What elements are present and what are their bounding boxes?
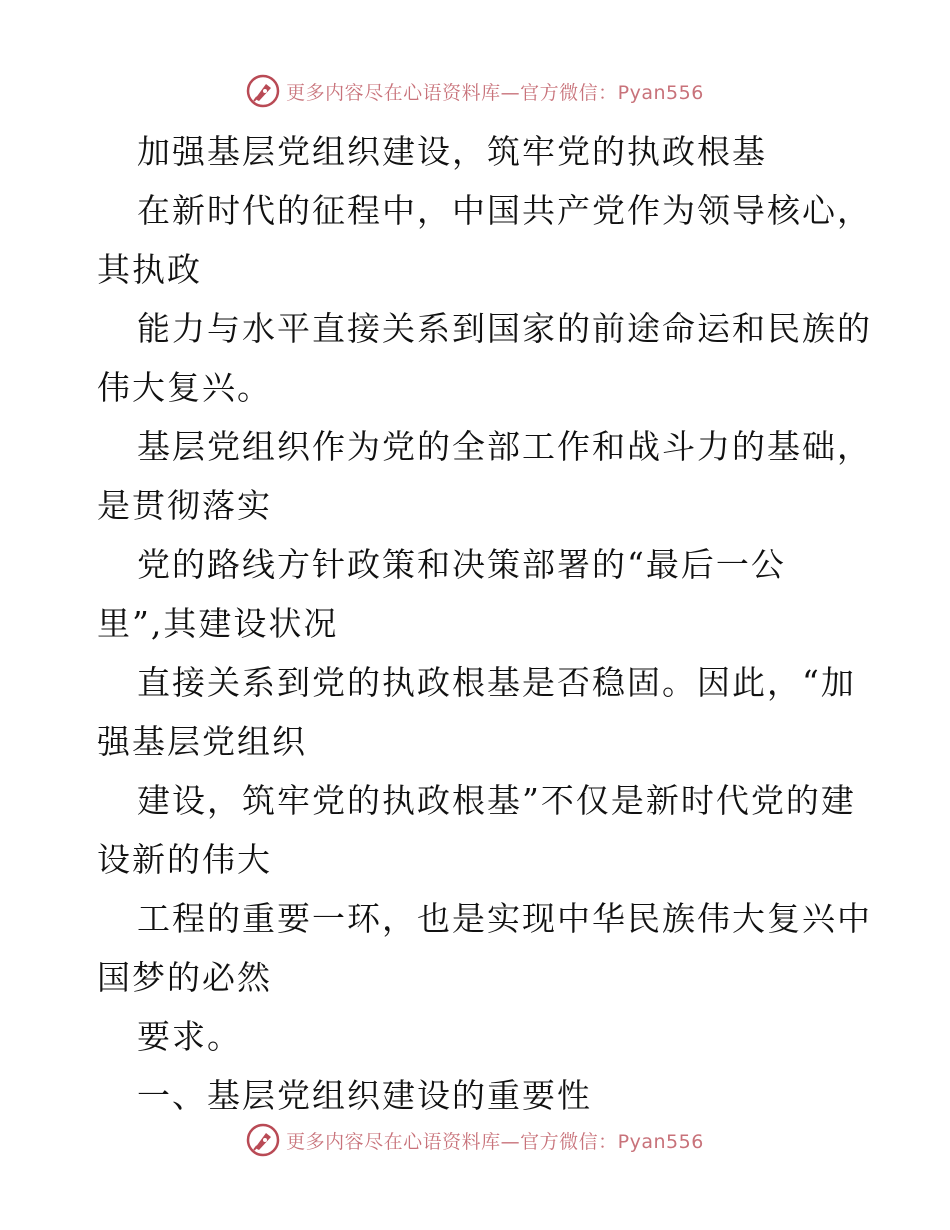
paragraph-line: 能力与水平直接关系到国家的前途命运和民族的 [137,309,872,348]
paragraph-line: 党的路线方针政策和决策部署的“最后一公 [137,545,786,584]
footer-watermark-banner [0,1120,950,1160]
pen-nib-logo-icon [246,74,280,108]
paragraph-line: 在新时代的征程中，中国共产党作为领导核心， [137,191,872,230]
paragraph-line: 其执政 [97,250,202,289]
paragraph-line: 工程的重要一环，也是实现中华民族伟大复兴中 [137,899,872,938]
paragraph-line: 直接关系到党的执政根基是否稳固。因此，“加 [137,663,856,702]
watermark-text: 更多内容尽在心语资料库—官方微信：Pyan556 [286,81,704,104]
paragraph-line: 里”,其建设状况 [97,604,339,643]
document-body [97,122,872,1125]
paragraph-line: 是贯彻落实 [97,486,272,525]
paragraph-line: 设新的伟大 [97,840,272,879]
watermark-text: 更多内容尽在心语资料库—官方微信：Pyan556 [286,1130,704,1153]
paragraph-line: 基层党组织作为党的全部工作和战斗力的基础， [137,427,872,466]
paragraph-line: 要求。 [137,1017,242,1056]
pen-nib-logo-icon [246,1123,280,1157]
header-watermark-banner [0,71,950,111]
paragraph-line: 强基层党组织 [97,722,307,761]
document-title: 加强基层党组织建设，筑牢党的执政根基 [137,132,767,171]
paragraph-line: 建设，筑牢党的执政根基”不仅是新时代党的建 [137,781,856,820]
section-heading: 一、基层党组织建设的重要性 [137,1076,592,1115]
paragraph-line: 国梦的必然 [97,958,272,997]
paragraph-line: 伟大复兴。 [97,368,272,407]
